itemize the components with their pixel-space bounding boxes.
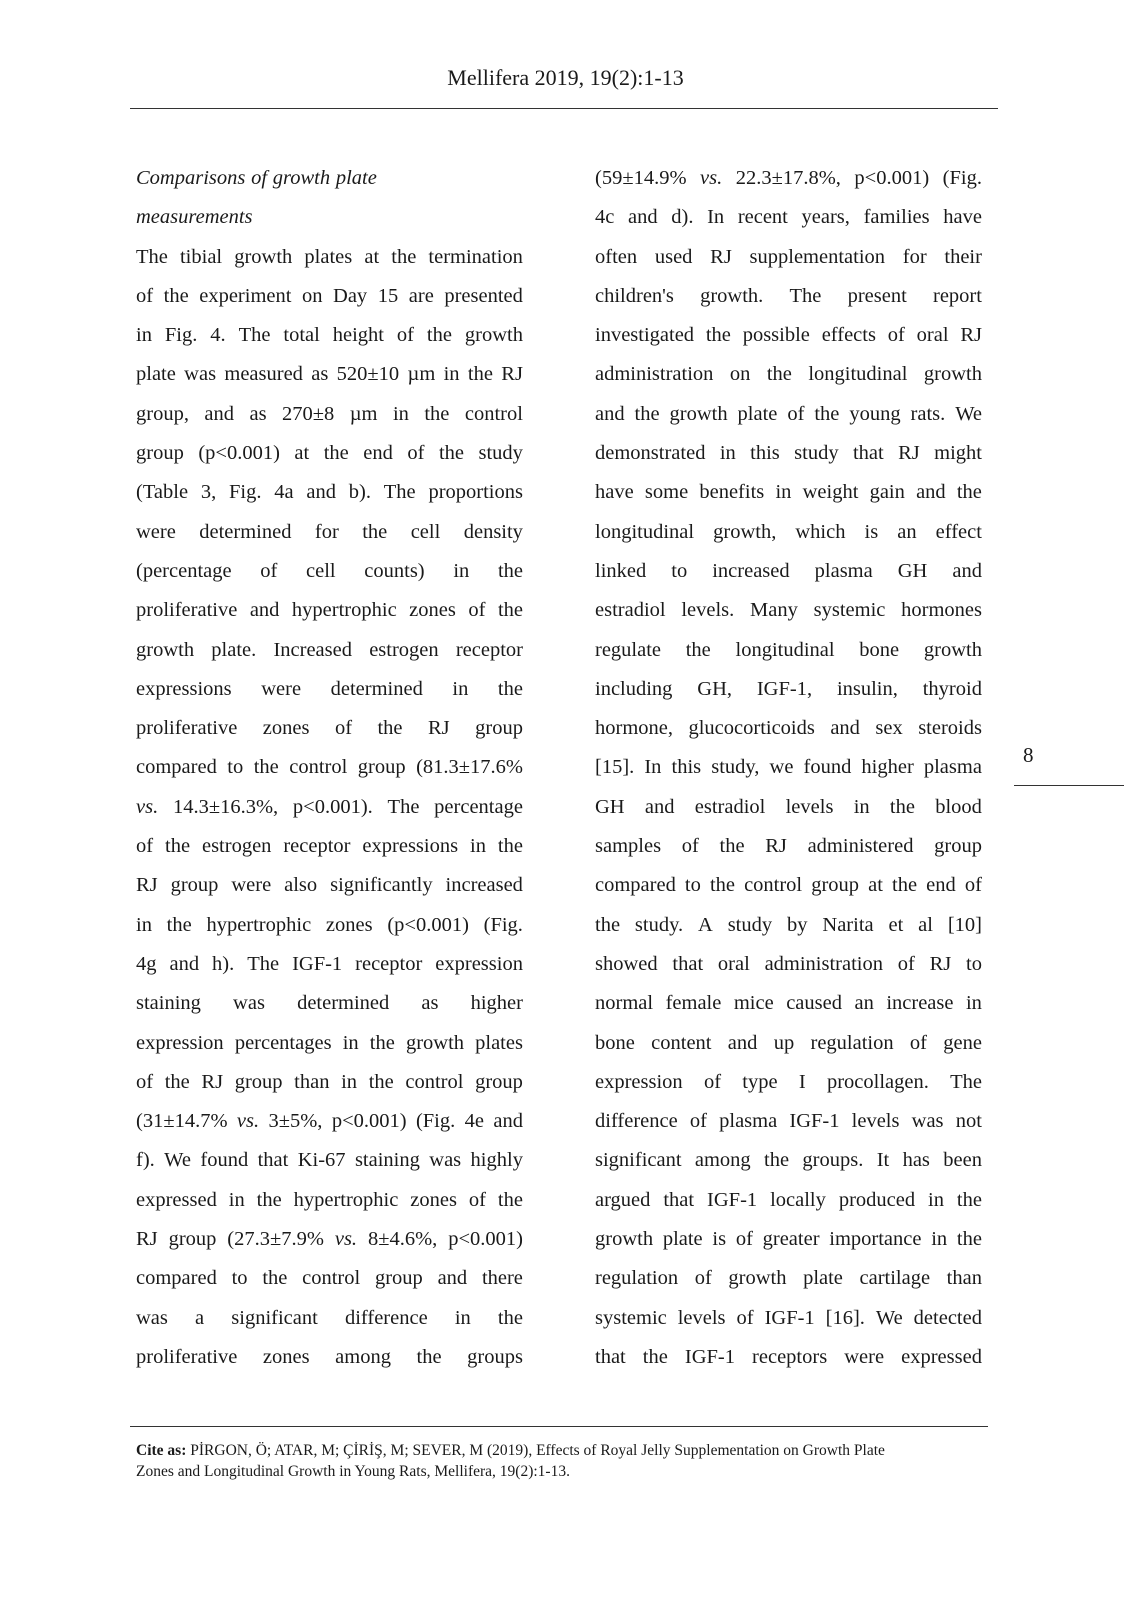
text-line: RJ group (27.3±7.9% vs. 8±4.6%, p<0.001) — [136, 1228, 523, 1251]
text-line: difference of plasma IGF-1 levels was not — [595, 1110, 982, 1133]
text-line: growth plate is of greater importance in the — [595, 1228, 982, 1251]
text-line: group (p<0.001) at the end of the study — [136, 442, 523, 465]
text-line: proliferative and hypertrophic zones of the — [136, 599, 523, 622]
right-column — [595, 159, 982, 1377]
text-line: estradiol levels. Many systemic hormones — [595, 599, 982, 622]
text-line: hormone, glucocorticoids and sex steroids — [595, 717, 982, 740]
text-line: (31±14.7% vs. 3±5%, p<0.001) (Fig. 4e and — [136, 1110, 523, 1133]
text-line: significant among the groups. It has been — [595, 1149, 982, 1172]
text-line: (percentage of cell counts) in the — [136, 559, 523, 582]
text-line: Comparisons of growth plate — [136, 167, 377, 189]
text-line: investigated the possible effects of oral RJ — [595, 324, 982, 347]
text-line: expression percentages in the growth plates — [136, 1031, 523, 1054]
text-line: have some benefits in weight gain and the — [595, 481, 982, 504]
text-line: staining was determined as higher — [136, 992, 523, 1015]
text-line: regulation of growth plate cartilage than — [595, 1267, 982, 1290]
text-line: RJ group were also significantly increased — [136, 874, 523, 897]
text-line: regulate the longitudinal bone growth — [595, 638, 982, 661]
citation-line-2: Zones and Longitudinal Growth in Young Rats, Mellifera, 19(2):1-13. — [136, 1463, 570, 1480]
text-line: proliferative zones of the RJ group — [136, 717, 523, 740]
text-line: expression of type I procollagen. The — [595, 1070, 982, 1093]
text-line: group, and as 270±8 µm in the control — [136, 402, 523, 425]
page-number: 8 — [1023, 743, 1034, 767]
text-line: was a significant difference in the — [136, 1306, 523, 1329]
text-line: compared to the control group and there — [136, 1267, 523, 1290]
page-number-rule — [1014, 785, 1124, 786]
text-line: in Fig. 4. The total height of the growth — [136, 324, 523, 347]
text-line: f). We found that Ki-67 staining was highly — [136, 1149, 523, 1172]
text-line: vs. 14.3±16.3%, p<0.001). The percentage — [136, 795, 523, 818]
text-line: compared to the control group at the end of — [595, 874, 982, 897]
text-line: growth plate. Increased estrogen receptor — [136, 638, 523, 661]
text-line: GH and estradiol levels in the blood — [595, 795, 982, 818]
text-line: systemic levels of IGF-1 [16]. We detected — [595, 1306, 982, 1329]
text-line: were determined for the cell density — [136, 520, 523, 543]
text-line: proliferative zones among the groups — [136, 1345, 523, 1368]
text-line: including GH, IGF-1, insulin, thyroid — [595, 677, 982, 700]
text-line: [15]. In this study, we found higher plasma — [595, 756, 982, 779]
citation-text-1: PİRGON, Ö; ATAR, M; ÇİRİŞ, M; SEVER, M (2019), Effects of Royal Jelly Supplementation on Growth Plate — [190, 1442, 885, 1459]
text-line: plate was measured as 520±10 µm in the RJ — [136, 363, 523, 386]
text-line: argued that IGF-1 locally produced in the — [595, 1188, 982, 1211]
text-line: (Table 3, Fig. 4a and b). The proportions — [136, 481, 523, 504]
citation-line-1 — [136, 1440, 996, 1461]
text-line: demonstrated in this study that RJ might — [595, 442, 982, 465]
text-line: linked to increased plasma GH and — [595, 559, 982, 582]
text-line: and the growth plate of the young rats. We — [595, 402, 982, 425]
text-line: administration on the longitudinal growth — [595, 363, 982, 386]
citation — [136, 1440, 996, 1482]
text-line: samples of the RJ administered group — [595, 835, 982, 858]
text-line: the study. A study by Narita et al [10] — [595, 913, 982, 936]
text-line: measurements — [136, 206, 253, 229]
header-rule — [130, 108, 998, 109]
text-line: The tibial growth plates at the termination — [136, 245, 523, 268]
text-line: (59±14.9% vs. 22.3±17.8%, p<0.001) (Fig. — [595, 167, 982, 189]
text-line: compared to the control group (81.3±17.6% — [136, 756, 523, 779]
text-line: of the experiment on Day 15 are presented — [136, 284, 523, 307]
text-line: that the IGF-1 receptors were expressed — [595, 1345, 982, 1368]
journal-header: Mellifera 2019, 19(2):1-13 — [447, 65, 684, 90]
text-line: longitudinal growth, which is an effect — [595, 520, 982, 543]
text-line: showed that oral administration of RJ to — [595, 952, 982, 975]
text-line: bone content and up regulation of gene — [595, 1031, 982, 1054]
text-line: normal female mice caused an increase in — [595, 992, 982, 1015]
text-line: expressed in the hypertrophic zones of the — [136, 1188, 523, 1211]
text-line: children's growth. The present report — [595, 284, 982, 307]
text-line: often used RJ supplementation for their — [595, 245, 982, 268]
footer-rule — [130, 1426, 988, 1427]
text-line: expressions were determined in the — [136, 677, 523, 700]
citation-label: Cite as: — [136, 1442, 187, 1459]
text-line: of the RJ group than in the control group — [136, 1070, 523, 1093]
text-line: 4c and d). In recent years, families have — [595, 206, 982, 229]
text-line: of the estrogen receptor expressions in the — [136, 835, 523, 858]
text-line: in the hypertrophic zones (p<0.001) (Fig. — [136, 913, 523, 936]
text-line: 4g and h). The IGF-1 receptor expression — [136, 952, 523, 975]
left-column — [136, 159, 523, 1377]
